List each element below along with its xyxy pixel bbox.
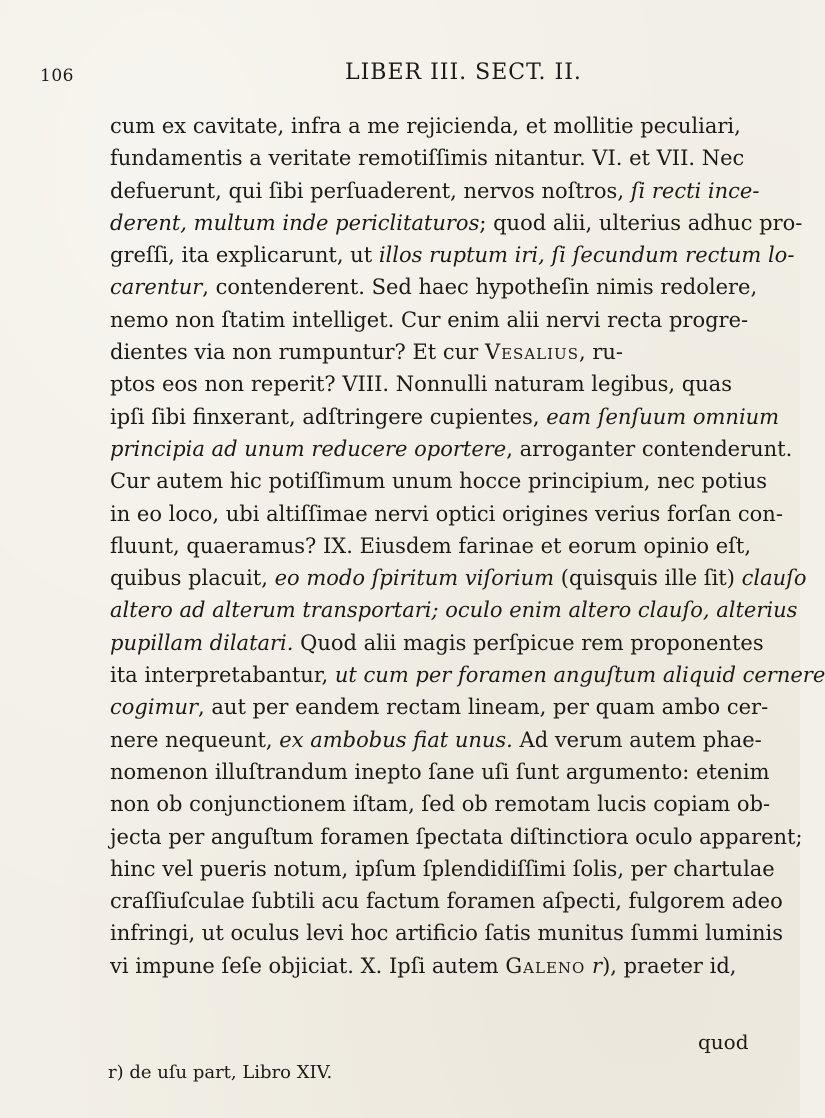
text-line (110, 239, 800, 271)
text-run: , contenderent. Sed haec hypotheſin nimis redolere, (202, 275, 758, 300)
italic-text: cogimur (110, 695, 199, 720)
text-run: ptos eos non reperit? VIII. Nonnulli naturam legibus, quas (110, 372, 732, 397)
text-run: infringi, ut oculus levi hoc artificio ſatis munitus ſummi luminis (110, 921, 783, 946)
italic-text: ex ambobus fiat unus. (279, 727, 513, 752)
text-run: cum ex cavitate, infra a me rejicienda, et mollitie peculiari, (110, 114, 741, 138)
text-run: ipſi ſibi finxerant, adſtringere cupientes, (110, 404, 547, 429)
italic-text: illos ruptum iri, ſi ſecundum rectum lo- (378, 243, 795, 268)
small-caps-name: Vesalius (484, 340, 579, 365)
text-run: vi impune ſeſe objiciat. X. Ipſi autem (110, 953, 506, 978)
text-line (110, 562, 807, 594)
italic-text: ſi recti ince- (630, 178, 760, 203)
text-run: nere nequeunt, (110, 727, 280, 752)
italic-text: eam ſenſuum omnium (546, 404, 780, 429)
text-line (110, 885, 800, 917)
text-line (110, 821, 803, 853)
text-run: ; quod alii, ulterius adhuc pro- (479, 210, 803, 235)
page-number: 106 (40, 66, 74, 86)
text-run: Cur autem hic potiſſimum unum hocce principium, nec potius (110, 469, 768, 494)
text-line (110, 207, 803, 239)
italic-text: r (592, 953, 603, 978)
footnote: r) de uſu part, Libro XIV. (108, 1062, 333, 1083)
text-line (110, 756, 800, 788)
text-line (110, 691, 800, 723)
text-run: jecta per anguſtum foramen ſpectata diſtinctiora oculo apparent; (110, 824, 803, 849)
text-line (110, 433, 800, 465)
page-header (0, 58, 800, 88)
text-line (110, 271, 800, 303)
italic-text: derent, multum inde periclitaturos (110, 210, 480, 235)
text-line (110, 659, 825, 691)
text-line (110, 465, 800, 497)
text-line (110, 788, 800, 820)
text-line (110, 110, 800, 142)
italic-text: eo modo ſpiritum viſorium (274, 566, 555, 591)
italic-text: altero ad alterum transportari; oculo enim altero clauſo, alterius (110, 598, 798, 623)
text-run: (quisquis ille ſit) (554, 566, 742, 591)
text-run: , ru- (578, 340, 623, 365)
text-run: dientes via non rumpuntur? Et cur (110, 340, 485, 365)
text-run: non ob conjunctionem iſtam, ſed ob remotam lucis copiam ob- (110, 792, 771, 817)
text-run (585, 954, 592, 978)
text-run: fundamentis a veritate remotiſſimis nitantur. VI. et VII. Nec (110, 146, 745, 171)
italic-text: clauſo (741, 566, 807, 591)
text-line (110, 917, 800, 949)
text-line (110, 724, 800, 756)
text-run: , aut per eandem rectam lineam, per quam ambo cer- (198, 695, 769, 720)
text-line (110, 530, 800, 562)
text-line (110, 498, 800, 530)
text-line (110, 401, 800, 433)
text-run: ), praeter id, (602, 953, 737, 978)
text-run: craſſiuſculae ſubtili acu factum foramen aſpecti, fulgorem adeo (110, 889, 783, 914)
text-run: quibus placuit, (110, 566, 275, 591)
text-run: Quod alii magis perſpicue rem proponentes (293, 630, 764, 655)
text-run: , arroganter contenderunt. (506, 436, 793, 461)
text-line (110, 853, 800, 885)
text-run: Ad verum autem phae- (512, 727, 762, 752)
italic-text: pupillam dilatari. (110, 630, 294, 655)
italic-text: principia ad unum reducere oportere (110, 436, 507, 461)
text-run: in eo loco, ubi altiſſimae nervi optici origines verius forſan con- (110, 501, 783, 526)
small-caps-name: Galeno (505, 953, 586, 978)
text-run: nemo non ſtatim intelliget. Cur enim alii nervi recta progre- (110, 307, 749, 332)
body-text (110, 110, 825, 982)
text-run: fluunt, quaeramus? IX. Eiusdem farinae et eorum opinio eſt, (110, 533, 752, 558)
text-line (110, 594, 800, 626)
italic-text: ut cum per foramen anguſtum aliquid cernere (334, 663, 825, 688)
text-run: ita interpretabantur, (110, 663, 335, 688)
text-line (110, 627, 800, 659)
catchword: quod (698, 1030, 749, 1054)
text-line (110, 142, 800, 174)
text-line (110, 368, 800, 400)
text-line (110, 304, 800, 336)
text-run: defuerunt, qui ſibi perſuaderent, nervos noſtros, (110, 178, 631, 203)
text-run: hinc vel pueris notum, ipſum ſplendidiſſimi ſolis, per chartulae (110, 856, 775, 881)
text-run: greſſi, ita explicarunt, ut (110, 243, 379, 268)
text-line (110, 950, 800, 982)
text-line (110, 175, 800, 207)
italic-text: carentur (110, 275, 203, 300)
running-head: LIBER III. SECT. II. (345, 60, 582, 85)
text-line (110, 336, 800, 368)
text-run: nomenon illuſtrandum inepto ſane uſi ſunt argumento: etenim (110, 759, 770, 784)
